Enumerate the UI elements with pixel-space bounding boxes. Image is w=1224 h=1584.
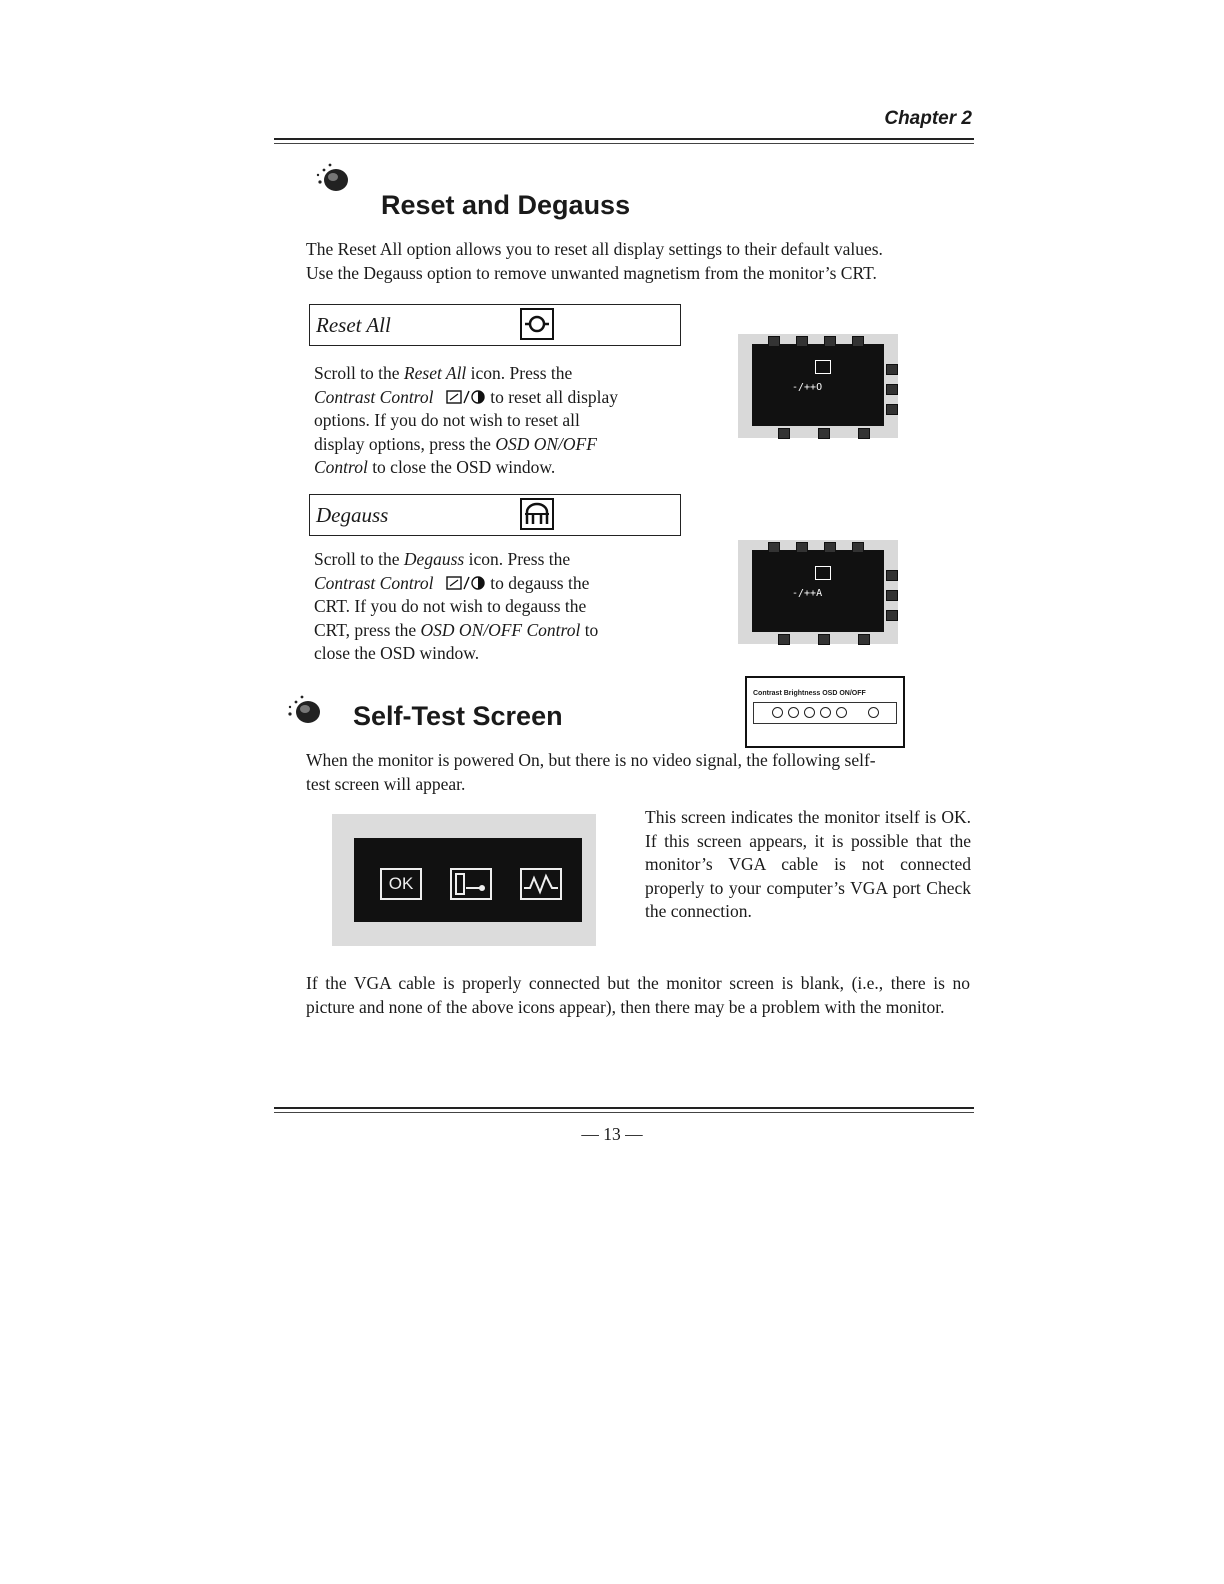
- button-icon: [772, 707, 783, 718]
- osd-mini-icon: [778, 428, 790, 439]
- button-icon: [820, 707, 831, 718]
- reset-line-2: [314, 386, 694, 410]
- section-bullet-icon: [286, 694, 322, 726]
- self-test-screen: [354, 838, 582, 922]
- footer-rule: [274, 1107, 974, 1109]
- osd-mini-icon: [858, 428, 870, 439]
- reset-line-3: options. If you do not wish to reset all: [314, 410, 580, 430]
- contrast-control-icon: [446, 575, 486, 591]
- osd-mini-icon: [818, 428, 830, 439]
- header-rule-thin: [274, 143, 974, 144]
- osd-selected-icon: [815, 566, 831, 580]
- degauss-label: Degauss: [316, 503, 389, 527]
- osd-reset-screenshot: [738, 334, 898, 438]
- button-icon: [788, 707, 799, 718]
- text-run: Scroll to the: [314, 549, 404, 569]
- text-run: to degauss the: [485, 572, 590, 593]
- osd-mini-icon: [824, 336, 836, 347]
- section-title-self-test: Self-Test Screen: [353, 701, 563, 731]
- osd-degauss-screenshot: [738, 540, 898, 644]
- keypad-panel: [753, 702, 897, 724]
- ok-icon: OK: [380, 868, 422, 900]
- text-run: Scroll to the: [314, 363, 404, 383]
- page-number: — 13 —: [581, 1124, 643, 1144]
- text-run: to: [580, 619, 599, 640]
- signal-wave-icon: [520, 868, 562, 900]
- contrast-control-icon: [446, 389, 486, 405]
- header-rule: [274, 138, 974, 140]
- text-run-italic: Control: [314, 457, 368, 477]
- button-icon: [836, 707, 847, 718]
- degauss-header: [309, 494, 681, 536]
- self-test-explanation: This screen indicates the monitor itself is OK. If this screen appears, it is possible that the monitor’s VGA cable is not connected properly to your computer’s VGA port Check the connection.: [645, 807, 971, 921]
- keypad-labels: Contrast Brightness OSD ON/OFF: [753, 690, 866, 697]
- osd-mini-icon: [796, 542, 808, 553]
- osd-mini-icon: [886, 610, 898, 621]
- chapter-label: Chapter 2: [884, 108, 972, 129]
- osd-mini-icon: [858, 634, 870, 645]
- text-run: icon. Press the: [464, 549, 571, 569]
- text-run-italic: Contrast Control: [314, 386, 434, 407]
- osd-reset-text: -/++O: [792, 382, 823, 393]
- self-test-screen-image: [332, 814, 596, 946]
- reset-all-header: [309, 304, 681, 346]
- intro-line-1: The Reset All option allows you to reset all display settings to their default values.: [306, 239, 883, 259]
- front-panel-controls-diagram: [745, 676, 905, 748]
- osd-mini-icon: [778, 634, 790, 645]
- osd-mini-icon: [886, 384, 898, 395]
- section-title-reset-degauss: Reset and Degauss: [381, 190, 631, 220]
- reset-all-label: Reset All: [316, 313, 391, 337]
- reset-line-4: [314, 433, 694, 457]
- text-run: to close the OSD window.: [367, 457, 556, 477]
- power-button-icon: [868, 707, 879, 718]
- section-bullet-icon: [314, 162, 350, 194]
- self-test-closing: If the VGA cable is properly connected but the monitor screen is blank, (i.e., there is no picture and none of the above icons appear), then there may be a problem with the monitor.: [306, 973, 970, 1017]
- osd-screen: [752, 550, 884, 632]
- text-run-italic: Reset All: [403, 363, 467, 383]
- button-icon: [804, 707, 815, 718]
- osd-mini-icon: [818, 634, 830, 645]
- degauss-line-5: close the OSD window.: [314, 643, 480, 663]
- text-run: to reset all display: [485, 386, 619, 407]
- self-test-intro-line-2: test screen will appear.: [306, 773, 466, 794]
- reset-line-1: [314, 362, 694, 386]
- text-run-italic: OSD ON/OFF Control: [420, 619, 581, 640]
- osd-mini-icon: [852, 336, 864, 347]
- degauss-line-2: [314, 572, 694, 596]
- osd-degauss-text: -/++A: [792, 588, 823, 599]
- section2-intro: [306, 749, 976, 796]
- text-run: CRT, press the: [314, 619, 421, 640]
- section1-intro: [306, 238, 976, 285]
- reset-icon: [520, 308, 554, 340]
- osd-mini-icon: [852, 542, 864, 553]
- osd-mini-icon: [768, 542, 780, 553]
- osd-mini-icon: [886, 590, 898, 601]
- reset-all-instructions: [314, 362, 694, 480]
- osd-mini-icon: [886, 404, 898, 415]
- osd-mini-icon: [796, 336, 808, 347]
- osd-mini-icon: [824, 542, 836, 553]
- reset-line-5: [314, 456, 694, 480]
- intro-line-2: Use the Degauss option to remove unwanted magnetism from the monitor’s CRT.: [306, 262, 877, 283]
- text-run-italic: Degauss: [403, 549, 465, 569]
- degauss-line-4: [314, 619, 694, 643]
- self-test-intro-line-1: When the monitor is powered On, but there is no video signal, the following self-: [306, 750, 876, 770]
- text-run-italic: OSD ON/OFF: [495, 433, 597, 454]
- osd-mini-icon: [768, 336, 780, 347]
- osd-mini-icon: [886, 364, 898, 375]
- osd-mini-icon: [886, 570, 898, 581]
- osd-selected-icon: [815, 360, 831, 374]
- vga-cable-icon: [450, 868, 492, 900]
- text-run: icon. Press the: [466, 363, 573, 383]
- degauss-icon: [520, 498, 554, 530]
- degauss-instructions: [314, 548, 694, 666]
- text-run-italic: Contrast Control: [314, 572, 434, 593]
- osd-screen: [752, 344, 884, 426]
- footer-rule-thin: [274, 1112, 974, 1113]
- degauss-line-3: CRT. If you do not wish to degauss the: [314, 596, 587, 616]
- degauss-line-1: [314, 548, 694, 572]
- text-run: display options, press the: [314, 433, 496, 454]
